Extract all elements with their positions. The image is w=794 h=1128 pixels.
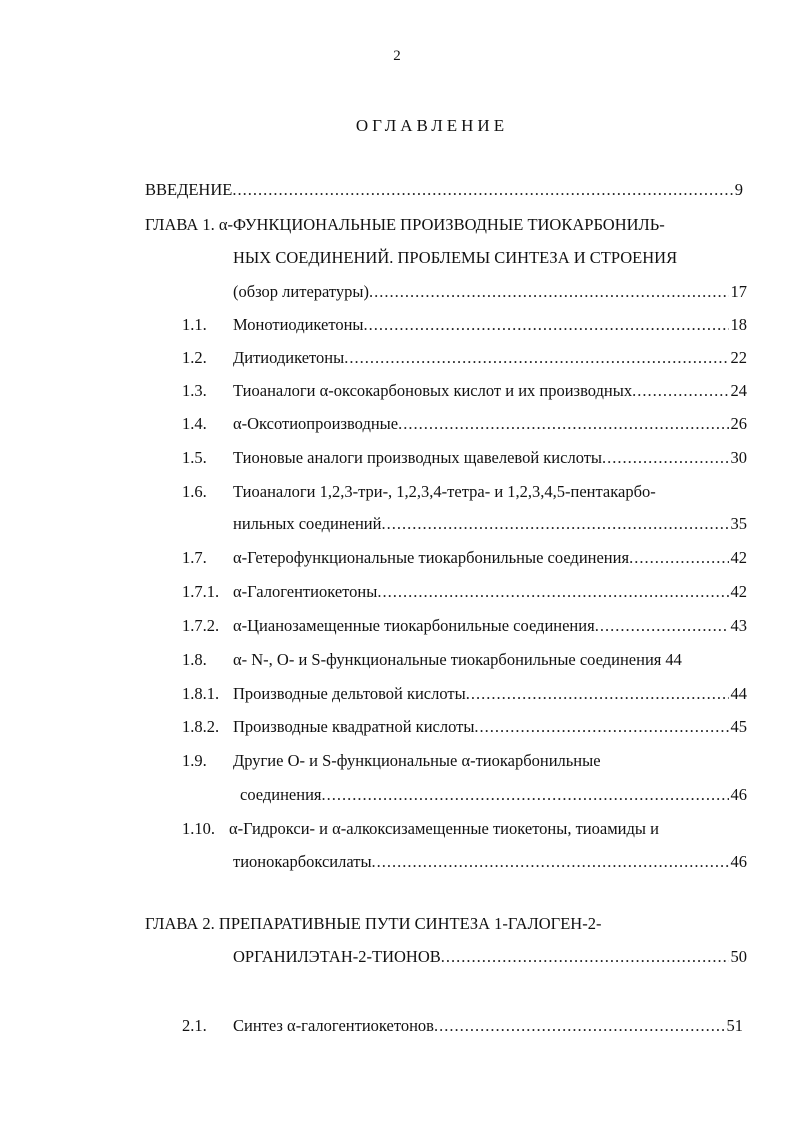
- dot-leader: [372, 852, 729, 872]
- toc-number: 1.1.: [182, 315, 207, 334]
- toc-entry-1-8-1: [233, 684, 747, 708]
- toc-label: Производные квадратной кислоты: [233, 717, 475, 736]
- toc-entry-1-6: [233, 514, 747, 538]
- toc-entry-1-7: [233, 548, 747, 572]
- chapter-1-title-line-1: ГЛАВА 1. α-ФУНКЦИОНАЛЬНЫЕ ПРОИЗВОДНЫЕ ТИОКАРБОНИЛЬ-: [145, 215, 665, 234]
- toc-entry-1-10: [233, 852, 747, 876]
- dot-leader: [381, 514, 728, 534]
- toc-entry-1-2: [233, 348, 747, 372]
- dot-leader: [632, 381, 728, 401]
- page-title: ОГЛАВЛЕНИЕ: [355, 116, 509, 135]
- toc-number: 1.10.: [182, 819, 215, 838]
- toc-number: 1.8.1.: [182, 684, 220, 703]
- dot-leader: [434, 1016, 725, 1036]
- toc-number: 1.3.: [182, 381, 207, 400]
- toc-page: 46: [730, 785, 747, 804]
- toc-entry-1-9-line-1: Другие O- и S-функциональные α-тиокарбонильные: [233, 751, 601, 770]
- toc-label: Монотиодикетоны: [233, 315, 364, 334]
- toc-page: 44: [730, 684, 747, 703]
- toc-label: α- N-, O- и S-функциональные тиокарбонильные соединения: [233, 650, 662, 669]
- dot-leader: [629, 548, 728, 568]
- toc-page: 45: [730, 717, 747, 736]
- toc-page: 50: [730, 947, 747, 966]
- toc-page: 9: [734, 180, 743, 199]
- toc-page: 35: [730, 514, 747, 533]
- toc-label: ОРГАНИЛЭТАН-2-ТИОНОВ: [233, 947, 441, 966]
- dot-leader: [232, 180, 732, 200]
- toc-label: соединения: [240, 785, 322, 804]
- toc-label: α-Гетерофункциональные тиокарбонильные соединения: [233, 548, 630, 567]
- toc-label: нильных соединений: [233, 514, 382, 533]
- dot-leader: [377, 582, 728, 602]
- toc-entry-1-7-2: [233, 616, 747, 640]
- toc-entry-1-1: [233, 315, 747, 339]
- toc-page: 30: [730, 448, 747, 467]
- dot-leader: [344, 348, 728, 368]
- dot-leader: [369, 282, 728, 302]
- toc-label: ВВЕДЕНИЕ: [145, 180, 233, 199]
- toc-page: 22: [730, 348, 747, 367]
- toc-label: α-Оксотиопроизводные: [233, 414, 399, 433]
- toc-label: тионокарбоксилаты: [233, 852, 372, 871]
- toc-page: 24: [730, 381, 747, 400]
- toc-number: 1.5.: [182, 448, 207, 467]
- toc-number: 2.1.: [182, 1016, 207, 1035]
- toc-entry-1-6-line-1: Тиоаналоги 1,2,3-три-, 1,2,3,4-тетра- и 1,2,3,4,5-пентакарбо-: [233, 482, 656, 501]
- toc-entry-1-9: [240, 785, 747, 809]
- toc-label: Синтез α-галогентиокетонов: [233, 1016, 434, 1035]
- toc-number: 1.4.: [182, 414, 207, 433]
- toc-entry-chapter-1: [233, 282, 747, 306]
- toc-label: Производные дельтовой кислоты: [233, 684, 466, 703]
- page-number: 2: [393, 48, 401, 64]
- toc-page: 26: [730, 414, 747, 433]
- toc-entry-1-8: [233, 650, 751, 674]
- toc-number: 1.8.: [182, 650, 207, 669]
- toc-entry-1-5: [233, 448, 747, 472]
- toc-page: 42: [730, 548, 747, 567]
- dot-leader: [441, 947, 729, 967]
- dot-leader: [466, 684, 729, 704]
- toc-number: 1.7.: [182, 548, 207, 567]
- toc-page: 51: [726, 1016, 743, 1035]
- toc-label: (обзор литературы): [233, 282, 370, 301]
- chapter-1-title-line-2: НЫХ СОЕДИНЕНИЙ. ПРОБЛЕМЫ СИНТЕЗА И СТРОЕНИЯ: [233, 248, 678, 267]
- toc-label: Тиоаналоги α-оксокарбоновых кислот и их производных: [233, 381, 633, 400]
- toc-entry-1-4: [233, 414, 747, 438]
- toc-entry-1-7-1: [233, 582, 747, 606]
- toc-number: 1.8.2.: [182, 717, 220, 736]
- toc-page: 42: [730, 582, 747, 601]
- toc-number: 1.7.2.: [182, 616, 220, 635]
- toc-entry-2-1: [233, 1016, 743, 1040]
- toc-number: 1.6.: [182, 482, 207, 501]
- chapter-2-title-line-1: ГЛАВА 2. ПРЕПАРАТИВНЫЕ ПУТИ СИНТЕЗА 1-ГАЛОГЕН-2-: [145, 914, 602, 933]
- toc-number: 1.7.1.: [182, 582, 220, 601]
- toc-entry-introduction: [145, 180, 743, 204]
- toc-page: 43: [730, 616, 747, 635]
- toc-label: Тионовые аналоги производных щавелевой кислоты: [233, 448, 603, 467]
- toc-entry-1-10-line-1: α-Гидрокси- и α-алкоксизамещенные тиокетоны, тиоамиды и: [229, 819, 659, 838]
- toc-label: α-Галогентиокетоны: [233, 582, 378, 601]
- toc-entry-chapter-2: [233, 947, 747, 971]
- toc-label: α-Цианозамещенные тиокарбонильные соединения: [233, 616, 595, 635]
- toc-number: 1.9.: [182, 751, 207, 770]
- dot-leader: [602, 448, 728, 468]
- toc-number: 1.2.: [182, 348, 207, 367]
- dot-leader: [322, 785, 729, 805]
- toc-page: 44: [665, 650, 682, 669]
- toc-label: Дитиодикетоны: [233, 348, 345, 367]
- toc-page: 18: [730, 315, 747, 334]
- dot-leader: [364, 315, 729, 335]
- toc-page: 46: [730, 852, 747, 871]
- dot-leader: [595, 616, 729, 636]
- toc-entry-1-3: [233, 381, 747, 405]
- toc-page: 17: [730, 282, 747, 301]
- dot-leader: [398, 414, 728, 434]
- toc-entry-1-8-2: [233, 717, 747, 741]
- dot-leader: [474, 717, 728, 737]
